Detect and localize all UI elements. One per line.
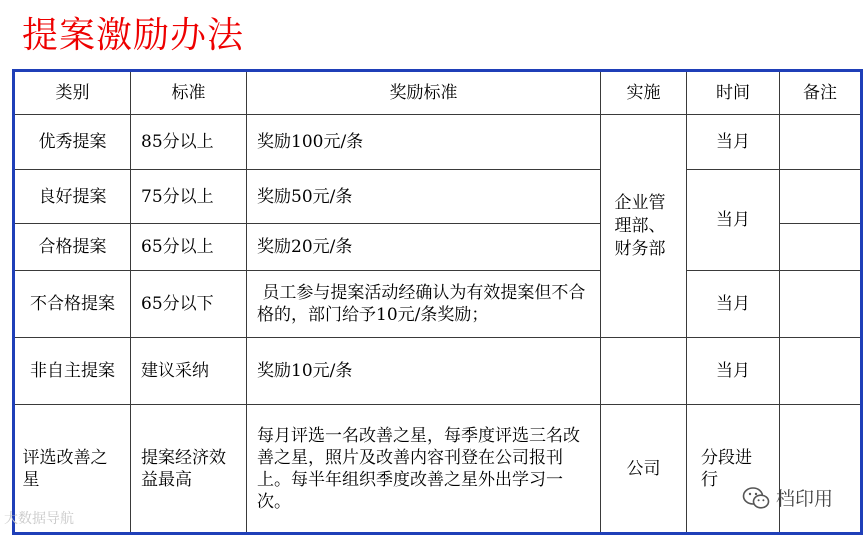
- table-row: [14, 338, 862, 405]
- table-row: [14, 405, 862, 534]
- cell-implement-merged: [601, 115, 687, 338]
- header-time: 时间: [687, 71, 780, 115]
- cell-category: 优秀提案: [14, 115, 131, 170]
- cell-time: [687, 405, 780, 534]
- page-title: 提案激励办法: [22, 15, 245, 56]
- time-text: 分段进行: [701, 447, 752, 490]
- cell-implement-empty: [601, 338, 687, 405]
- watermark-right: [742, 484, 833, 511]
- cell-category: 良好提案: [14, 170, 131, 224]
- cell-standard: 75分以上: [131, 170, 247, 224]
- cell-reward: 奖励50元/条: [247, 170, 601, 224]
- table-row: [14, 271, 862, 338]
- cell-note: [780, 170, 862, 224]
- cell-note: [780, 338, 862, 405]
- watermark-left: 大数据导航: [4, 511, 74, 527]
- watermark-right-text: 档印用: [776, 488, 834, 510]
- cell-reward: 奖励10元/条: [247, 338, 601, 405]
- header-note: 备注: [780, 71, 862, 115]
- cell-note: [780, 224, 862, 271]
- table-row: [14, 115, 862, 170]
- cell-standard: 建议采纳: [131, 338, 247, 405]
- cell-time: 当月: [687, 338, 780, 405]
- header-implement: 实施: [601, 71, 687, 115]
- cell-category: 合格提案: [14, 224, 131, 271]
- cell-category: 不合格提案: [14, 271, 131, 338]
- table-header-row: [14, 71, 862, 115]
- cell-reward: 每月评选一名改善之星，每季度评选三名改善之星，照片及改善内容刊登在公司报刊上。每半年组织季度改善之星外出学习一次。: [247, 405, 601, 534]
- cell-implement: 公司: [601, 405, 687, 534]
- cell-reward: 奖励100元/条: [247, 115, 601, 170]
- table-row: [14, 170, 862, 224]
- cell-note: [780, 115, 862, 170]
- cell-time-merged: 当月: [687, 170, 780, 271]
- category-text: 评选改善之星: [22, 447, 108, 490]
- wechat-icon: [742, 486, 770, 510]
- header-standard: 标准: [131, 71, 247, 115]
- header-reward: 奖励标准: [247, 71, 601, 115]
- cell-note: [780, 271, 862, 338]
- cell-time: 当月: [687, 271, 780, 338]
- incentive-table: [12, 69, 863, 535]
- cell-standard: 65分以上: [131, 224, 247, 271]
- cell-reward: 奖励20元/条: [247, 224, 601, 271]
- cell-reward: 员工参与提案活动经确认为有效提案但不合格的，部门给予10元/条奖励；: [247, 271, 601, 338]
- cell-standard: 提案经济效益最高: [131, 405, 247, 534]
- cell-standard: 85分以上: [131, 115, 247, 170]
- cell-time: 当月: [687, 115, 780, 170]
- implement-merged-text: 企业管理部、财务部: [614, 192, 666, 259]
- cell-note: [780, 405, 862, 534]
- header-category: 类别: [14, 71, 131, 115]
- cell-standard: 65分以下: [131, 271, 247, 338]
- cell-category: 非自主提案: [14, 338, 131, 405]
